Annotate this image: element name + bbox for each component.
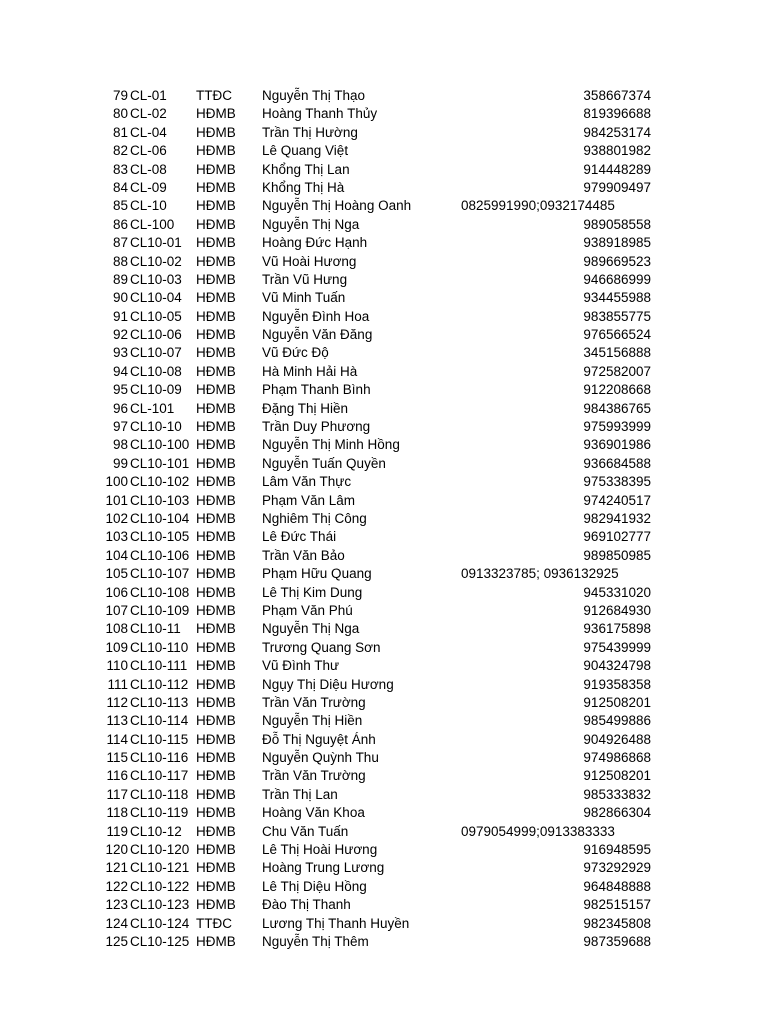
table-row[interactable] <box>0 363 768 381</box>
phone-cell[interactable]: 979909497 <box>583 179 651 195</box>
customer-name-cell[interactable]: Lê Thị Diệu Hồng <box>262 878 367 894</box>
row-number-cell[interactable]: 89 <box>112 271 128 287</box>
table-row[interactable] <box>0 547 768 565</box>
customer-name-cell[interactable]: Trần Thị Lan <box>262 786 338 802</box>
customer-name-cell[interactable]: Phạm Văn Lâm <box>262 492 356 508</box>
phone-cell[interactable]: 936175898 <box>583 621 651 637</box>
table-row[interactable] <box>0 859 768 877</box>
contract-type-cell[interactable]: HĐMB <box>196 713 236 729</box>
table-row[interactable] <box>0 841 768 859</box>
phone-cell[interactable]: 358667374 <box>583 88 651 103</box>
code-cell[interactable]: CL10-118 <box>130 786 189 802</box>
customer-name-cell[interactable]: Nguyễn Văn Đăng <box>262 327 373 343</box>
contract-type-cell[interactable]: HĐMB <box>196 363 236 379</box>
table-row[interactable] <box>0 528 768 546</box>
row-number-cell[interactable]: 121 <box>105 860 128 876</box>
code-cell[interactable]: CL10-104 <box>130 510 190 526</box>
table-row[interactable] <box>0 933 768 951</box>
phone-cell[interactable]: 0979054999;0913383333 <box>461 823 615 839</box>
phone-cell[interactable]: 974240517 <box>583 492 651 508</box>
table-row[interactable] <box>0 657 768 675</box>
customer-name-cell[interactable]: Nguyễn Thị Nga <box>262 621 360 637</box>
code-cell[interactable]: CL10-05 <box>130 308 182 324</box>
phone-cell[interactable]: 982866304 <box>583 805 651 821</box>
code-cell[interactable]: CL-101 <box>130 400 175 416</box>
table-row[interactable] <box>0 455 768 473</box>
row-number-cell[interactable]: 101 <box>105 492 128 508</box>
contract-type-cell[interactable]: HĐMB <box>196 878 236 894</box>
contract-type-cell[interactable]: HĐMB <box>196 639 236 655</box>
phone-cell[interactable]: 945331020 <box>583 584 651 600</box>
table-row[interactable] <box>0 565 768 583</box>
row-number-cell[interactable]: 109 <box>105 639 128 655</box>
row-number-cell[interactable]: 116 <box>106 768 128 784</box>
contract-type-cell[interactable]: HĐMB <box>196 216 236 232</box>
row-number-cell[interactable]: 91 <box>112 308 128 324</box>
row-number-cell[interactable]: 122 <box>105 878 128 894</box>
table-row[interactable] <box>0 473 768 491</box>
customer-name-cell[interactable]: Hoàng Văn Khoa <box>262 805 365 821</box>
code-cell[interactable]: CL10-102 <box>130 474 190 490</box>
table-row[interactable] <box>0 878 768 896</box>
row-number-cell[interactable]: 79 <box>112 88 128 103</box>
code-cell[interactable]: CL10-121 <box>130 860 190 876</box>
code-cell[interactable]: CL10-08 <box>130 363 182 379</box>
code-cell[interactable]: CL10-108 <box>130 584 190 600</box>
phone-cell[interactable]: 989850985 <box>583 547 651 563</box>
contract-type-cell[interactable]: HĐMB <box>196 437 236 453</box>
customer-name-cell[interactable]: Hoàng Trung Lương <box>262 860 385 876</box>
table-row[interactable] <box>0 234 768 252</box>
code-cell[interactable]: CL10-02 <box>130 253 182 269</box>
customer-name-cell[interactable]: Trần Văn Trường <box>262 694 366 710</box>
row-number-cell[interactable]: 105 <box>105 566 128 582</box>
phone-cell[interactable]: 984253174 <box>583 124 651 140</box>
phone-cell[interactable]: 938918985 <box>583 235 651 251</box>
phone-cell[interactable]: 934455988 <box>583 290 651 306</box>
phone-cell[interactable]: 985333832 <box>583 786 651 802</box>
table-row[interactable] <box>0 179 768 197</box>
customer-name-cell[interactable]: Nguyễn Đình Hoa <box>262 308 370 324</box>
table-row[interactable] <box>0 510 768 528</box>
code-cell[interactable]: CL10-101 <box>130 455 190 471</box>
customer-name-cell[interactable]: Hà Minh Hải Hà <box>262 363 358 379</box>
phone-cell[interactable]: 819396688 <box>583 106 651 122</box>
phone-cell[interactable]: 982345808 <box>583 915 651 931</box>
customer-name-cell[interactable]: Trần Vũ Hưng <box>262 271 348 287</box>
table-row[interactable] <box>0 400 768 418</box>
code-cell[interactable]: CL10-11 <box>130 621 181 637</box>
contract-type-cell[interactable]: HĐMB <box>196 382 236 398</box>
contract-type-cell[interactable]: HĐMB <box>196 400 236 416</box>
contract-type-cell[interactable]: HĐMB <box>196 290 236 306</box>
code-cell[interactable]: CL10-12 <box>130 823 182 839</box>
code-cell[interactable]: CL10-10 <box>130 419 182 435</box>
phone-cell[interactable]: 912684930 <box>583 602 651 618</box>
phone-cell[interactable]: 914448289 <box>583 161 651 177</box>
row-number-cell[interactable]: 80 <box>112 106 128 122</box>
contract-type-cell[interactable]: TTĐC <box>196 88 232 103</box>
code-cell[interactable]: CL10-01 <box>130 235 182 251</box>
customer-name-cell[interactable]: Nguyễn Quỳnh Thu <box>262 750 379 766</box>
customer-name-cell[interactable]: Lê Thị Kim Dung <box>262 584 363 600</box>
contract-type-cell[interactable]: HĐMB <box>196 547 236 563</box>
code-cell[interactable]: CL10-100 <box>130 437 190 453</box>
table-row[interactable] <box>0 694 768 712</box>
code-cell[interactable]: CL-10 <box>130 198 167 214</box>
table-row[interactable] <box>0 105 768 123</box>
phone-cell[interactable]: 974986868 <box>583 750 651 766</box>
contract-type-cell[interactable]: HĐMB <box>196 271 236 287</box>
row-number-cell[interactable]: 90 <box>112 290 128 306</box>
customer-name-cell[interactable]: Khổng Thị Lan <box>262 161 350 177</box>
code-cell[interactable]: CL10-04 <box>130 290 182 306</box>
contract-type-cell[interactable]: HĐMB <box>196 529 236 545</box>
phone-cell[interactable]: 936901986 <box>583 437 651 453</box>
contract-type-cell[interactable]: HĐMB <box>196 621 236 637</box>
contract-type-cell[interactable]: HĐMB <box>196 584 236 600</box>
phone-cell[interactable]: 904324798 <box>583 658 651 674</box>
row-number-cell[interactable]: 107 <box>105 602 128 618</box>
code-cell[interactable]: CL10-03 <box>130 271 182 287</box>
customer-name-cell[interactable]: Đỗ Thị Nguyệt Ánh <box>262 731 376 747</box>
row-number-cell[interactable]: 112 <box>106 694 128 710</box>
customer-name-cell[interactable]: Nguyễn Thị Nga <box>262 216 360 232</box>
row-number-cell[interactable]: 95 <box>112 382 128 398</box>
phone-cell[interactable]: 912508201 <box>583 768 651 784</box>
phone-cell[interactable]: 984386765 <box>583 400 651 416</box>
customer-name-cell[interactable]: Nguyễn Thị Minh Hồng <box>262 437 400 453</box>
row-number-cell[interactable]: 88 <box>112 253 128 269</box>
customer-name-cell[interactable]: Đặng Thị Hiền <box>262 400 349 416</box>
contract-type-cell[interactable]: HĐMB <box>196 768 236 784</box>
customer-name-cell[interactable]: Vũ Hoài Hương <box>262 253 357 269</box>
customer-name-cell[interactable]: Nguyễn Thị Hiền <box>262 713 363 729</box>
phone-cell[interactable]: 0913323785; 0936132925 <box>461 566 619 582</box>
code-cell[interactable]: CL10-103 <box>130 492 190 508</box>
code-cell[interactable]: CL10-120 <box>130 842 190 858</box>
phone-cell[interactable]: 987359688 <box>583 933 651 949</box>
phone-cell[interactable]: 982515157 <box>583 897 651 913</box>
table-row[interactable] <box>0 602 768 620</box>
contract-type-cell[interactable]: HĐMB <box>196 345 236 361</box>
table-row[interactable] <box>0 639 768 657</box>
phone-cell[interactable]: 936684588 <box>583 455 651 471</box>
row-number-cell[interactable]: 103 <box>105 529 128 545</box>
phone-cell[interactable]: 946686999 <box>583 271 651 287</box>
table-row[interactable] <box>0 676 768 694</box>
phone-cell[interactable]: 916948595 <box>583 842 651 858</box>
contract-type-cell[interactable]: HĐMB <box>196 805 236 821</box>
code-cell[interactable]: CL-04 <box>130 124 167 140</box>
table-row[interactable] <box>0 418 768 436</box>
code-cell[interactable]: CL10-119 <box>130 805 189 821</box>
row-number-cell[interactable]: 96 <box>112 400 128 416</box>
contract-type-cell[interactable]: HĐMB <box>196 860 236 876</box>
table-row[interactable] <box>0 731 768 749</box>
table-row[interactable] <box>0 804 768 822</box>
phone-cell[interactable]: 0825991990;0932174485 <box>461 198 615 214</box>
table-row[interactable] <box>0 308 768 326</box>
contract-type-cell[interactable]: TTĐC <box>196 915 232 931</box>
row-number-cell[interactable]: 100 <box>105 474 128 490</box>
contract-type-cell[interactable]: HĐMB <box>196 566 236 582</box>
phone-cell[interactable]: 972582007 <box>583 363 651 379</box>
phone-cell[interactable]: 975993999 <box>583 419 651 435</box>
customer-name-cell[interactable]: Phạm Văn Phú <box>262 602 353 618</box>
row-number-cell[interactable]: 98 <box>112 437 128 453</box>
code-cell[interactable]: CL10-117 <box>130 768 189 784</box>
contract-type-cell[interactable]: HĐMB <box>196 602 236 618</box>
code-cell[interactable]: CL10-113 <box>130 694 189 710</box>
contract-type-cell[interactable]: HĐMB <box>196 658 236 674</box>
code-cell[interactable]: CL10-111 <box>130 658 188 674</box>
code-cell[interactable]: CL10-107 <box>130 566 190 582</box>
contract-type-cell[interactable]: HĐMB <box>196 124 236 140</box>
row-number-cell[interactable]: 117 <box>106 786 128 802</box>
customer-name-cell[interactable]: Vũ Minh Tuấn <box>262 290 346 306</box>
code-cell[interactable]: CL-100 <box>130 216 175 232</box>
row-number-cell[interactable]: 118 <box>106 805 128 821</box>
contract-type-cell[interactable]: HĐMB <box>196 143 236 159</box>
row-number-cell[interactable]: 113 <box>106 713 128 729</box>
code-cell[interactable]: CL10-07 <box>130 345 182 361</box>
contract-type-cell[interactable]: HĐMB <box>196 455 236 471</box>
customer-name-cell[interactable]: Chu Văn Tuấn <box>262 823 349 839</box>
code-cell[interactable]: CL10-106 <box>130 547 190 563</box>
code-cell[interactable]: CL10-109 <box>130 602 190 618</box>
customer-name-cell[interactable]: Ngụy Thị Diệu Hương <box>262 676 394 692</box>
row-number-cell[interactable]: 83 <box>112 161 128 177</box>
table-row[interactable] <box>0 436 768 454</box>
table-row[interactable] <box>0 216 768 234</box>
customer-name-cell[interactable]: Trần Duy Phương <box>262 419 371 435</box>
table-row[interactable] <box>0 289 768 307</box>
table-row[interactable] <box>0 584 768 602</box>
customer-name-cell[interactable]: Phạm Hữu Quang <box>262 566 372 582</box>
row-number-cell[interactable]: 85 <box>112 198 128 214</box>
table-row[interactable] <box>0 142 768 160</box>
phone-cell[interactable]: 976566524 <box>583 327 651 343</box>
table-row[interactable] <box>0 271 768 289</box>
row-number-cell[interactable]: 99 <box>112 455 128 471</box>
phone-cell[interactable]: 982941932 <box>583 510 651 526</box>
row-number-cell[interactable]: 82 <box>112 143 128 159</box>
phone-cell[interactable]: 345156888 <box>583 345 651 361</box>
phone-cell[interactable]: 912208668 <box>583 382 651 398</box>
customer-name-cell[interactable]: Trần Văn Trường <box>262 768 366 784</box>
phone-cell[interactable]: 989058558 <box>583 216 651 232</box>
customer-name-cell[interactable]: Lê Đức Thái <box>262 529 337 545</box>
table-row[interactable] <box>0 620 768 638</box>
contract-type-cell[interactable]: HĐMB <box>196 161 236 177</box>
code-cell[interactable]: CL10-125 <box>130 933 190 949</box>
row-number-cell[interactable]: 120 <box>105 842 128 858</box>
code-cell[interactable]: CL-01 <box>130 88 167 103</box>
table-row[interactable] <box>0 786 768 804</box>
table-row[interactable] <box>0 712 768 730</box>
contract-type-cell[interactable]: HĐMB <box>196 253 236 269</box>
customer-name-cell[interactable]: Khổng Thị Hà <box>262 179 345 195</box>
row-number-cell[interactable]: 102 <box>105 510 128 526</box>
row-number-cell[interactable]: 124 <box>105 915 128 931</box>
row-number-cell[interactable]: 93 <box>112 345 128 361</box>
customer-name-cell[interactable]: Nguyễn Thị Hoàng Oanh <box>262 198 412 214</box>
table-row[interactable] <box>0 87 768 105</box>
contract-type-cell[interactable]: HĐMB <box>196 106 236 122</box>
row-number-cell[interactable]: 110 <box>106 658 128 674</box>
contract-type-cell[interactable]: HĐMB <box>196 933 236 949</box>
row-number-cell[interactable]: 108 <box>105 621 128 637</box>
customer-name-cell[interactable]: Lương Thị Thanh Huyền <box>262 915 410 931</box>
customer-name-cell[interactable]: Vũ Đình Thư <box>262 658 340 674</box>
row-number-cell[interactable]: 123 <box>105 897 128 913</box>
row-number-cell[interactable]: 84 <box>112 179 128 195</box>
code-cell[interactable]: CL-09 <box>130 179 167 195</box>
table-row[interactable] <box>0 896 768 914</box>
customer-name-cell[interactable]: Nguyễn Tuấn Quyền <box>262 455 386 471</box>
customer-name-cell[interactable]: Trần Văn Bảo <box>262 547 345 563</box>
phone-cell[interactable]: 912508201 <box>583 694 651 710</box>
phone-cell[interactable]: 983855775 <box>583 308 651 324</box>
code-cell[interactable]: CL10-105 <box>130 529 190 545</box>
contract-type-cell[interactable]: HĐMB <box>196 731 236 747</box>
table-row[interactable] <box>0 197 768 215</box>
contract-type-cell[interactable]: HĐMB <box>196 823 236 839</box>
contract-type-cell[interactable]: HĐMB <box>196 492 236 508</box>
contract-type-cell[interactable]: HĐMB <box>196 694 236 710</box>
phone-cell[interactable]: 985499886 <box>583 713 651 729</box>
row-number-cell[interactable]: 94 <box>112 363 128 379</box>
contract-type-cell[interactable]: HĐMB <box>196 179 236 195</box>
contract-type-cell[interactable]: HĐMB <box>196 198 236 214</box>
row-number-cell[interactable]: 111 <box>107 676 128 692</box>
table-row[interactable] <box>0 823 768 841</box>
phone-cell[interactable]: 975439999 <box>583 639 651 655</box>
row-number-cell[interactable]: 81 <box>112 124 128 140</box>
phone-cell[interactable]: 938801982 <box>583 143 651 159</box>
contract-type-cell[interactable]: HĐMB <box>196 327 236 343</box>
contract-type-cell[interactable]: HĐMB <box>196 786 236 802</box>
code-cell[interactable]: CL10-116 <box>130 750 189 766</box>
phone-cell[interactable]: 904926488 <box>583 731 651 747</box>
row-number-cell[interactable]: 125 <box>105 933 128 949</box>
table-row[interactable] <box>0 326 768 344</box>
code-cell[interactable]: CL10-123 <box>130 897 190 913</box>
customer-name-cell[interactable]: Trần Thị Hường <box>262 124 358 140</box>
contract-type-cell[interactable]: HĐMB <box>196 308 236 324</box>
table-row[interactable] <box>0 492 768 510</box>
customer-name-cell[interactable]: Lê Thị Hoài Hương <box>262 842 378 858</box>
contract-type-cell[interactable]: HĐMB <box>196 474 236 490</box>
table-row[interactable] <box>0 915 768 933</box>
phone-cell[interactable]: 989669523 <box>583 253 651 269</box>
code-cell[interactable]: CL10-110 <box>130 639 189 655</box>
row-number-cell[interactable]: 86 <box>112 216 128 232</box>
phone-cell[interactable]: 969102777 <box>583 529 651 545</box>
table-row[interactable] <box>0 344 768 362</box>
table-row[interactable] <box>0 381 768 399</box>
table-row[interactable] <box>0 767 768 785</box>
code-cell[interactable]: CL-06 <box>130 143 167 159</box>
row-number-cell[interactable]: 87 <box>112 235 128 251</box>
contract-type-cell[interactable]: HĐMB <box>196 676 236 692</box>
table-row[interactable] <box>0 124 768 142</box>
customer-name-cell[interactable]: Trương Quang Sơn <box>262 639 381 655</box>
row-number-cell[interactable]: 106 <box>105 584 128 600</box>
code-cell[interactable]: CL-02 <box>130 106 167 122</box>
table-row[interactable] <box>0 161 768 179</box>
contract-type-cell[interactable]: HĐMB <box>196 235 236 251</box>
code-cell[interactable]: CL10-114 <box>130 713 189 729</box>
code-cell[interactable]: CL10-122 <box>130 878 190 894</box>
row-number-cell[interactable]: 119 <box>106 823 128 839</box>
customer-name-cell[interactable]: Nghiêm Thị Công <box>262 510 367 526</box>
row-number-cell[interactable]: 114 <box>106 731 128 747</box>
phone-cell[interactable]: 973292929 <box>583 860 651 876</box>
code-cell[interactable]: CL10-124 <box>130 915 190 931</box>
customer-name-cell[interactable]: Hoàng Đức Hạnh <box>262 235 368 251</box>
customer-name-cell[interactable]: Nguyễn Thị Thêm <box>262 933 369 949</box>
row-number-cell[interactable]: 104 <box>105 547 128 563</box>
phone-cell[interactable]: 975338395 <box>583 474 651 490</box>
contract-type-cell[interactable]: HĐMB <box>196 419 236 435</box>
contract-type-cell[interactable]: HĐMB <box>196 897 236 913</box>
contract-type-cell[interactable]: HĐMB <box>196 750 236 766</box>
spreadsheet-table <box>0 87 768 951</box>
customer-name-cell[interactable]: Lê Quang Việt <box>262 143 349 159</box>
code-cell[interactable]: CL10-115 <box>130 731 189 747</box>
table-row[interactable] <box>0 749 768 767</box>
customer-name-cell[interactable]: Đào Thị Thanh <box>262 897 351 913</box>
phone-cell[interactable]: 919358358 <box>583 676 651 692</box>
code-cell[interactable]: CL10-112 <box>130 676 189 692</box>
code-cell[interactable]: CL10-09 <box>130 382 182 398</box>
contract-type-cell[interactable]: HĐMB <box>196 842 236 858</box>
code-cell[interactable]: CL-08 <box>130 161 167 177</box>
customer-name-cell[interactable]: Lâm Văn Thực <box>262 474 352 490</box>
code-cell[interactable]: CL10-06 <box>130 327 182 343</box>
contract-type-cell[interactable]: HĐMB <box>196 510 236 526</box>
phone-cell[interactable]: 964848888 <box>583 878 651 894</box>
row-number-cell[interactable]: 115 <box>106 750 128 766</box>
customer-name-cell[interactable]: Phạm Thanh Bình <box>262 382 371 398</box>
row-number-cell[interactable]: 97 <box>112 419 128 435</box>
row-number-cell[interactable]: 92 <box>112 327 128 343</box>
customer-name-cell[interactable]: Hoàng Thanh Thủy <box>262 106 378 122</box>
customer-name-cell[interactable]: Vũ Đức Độ <box>262 345 329 361</box>
table-row[interactable] <box>0 253 768 271</box>
customer-name-cell[interactable]: Nguyễn Thị Thạo <box>262 88 366 103</box>
